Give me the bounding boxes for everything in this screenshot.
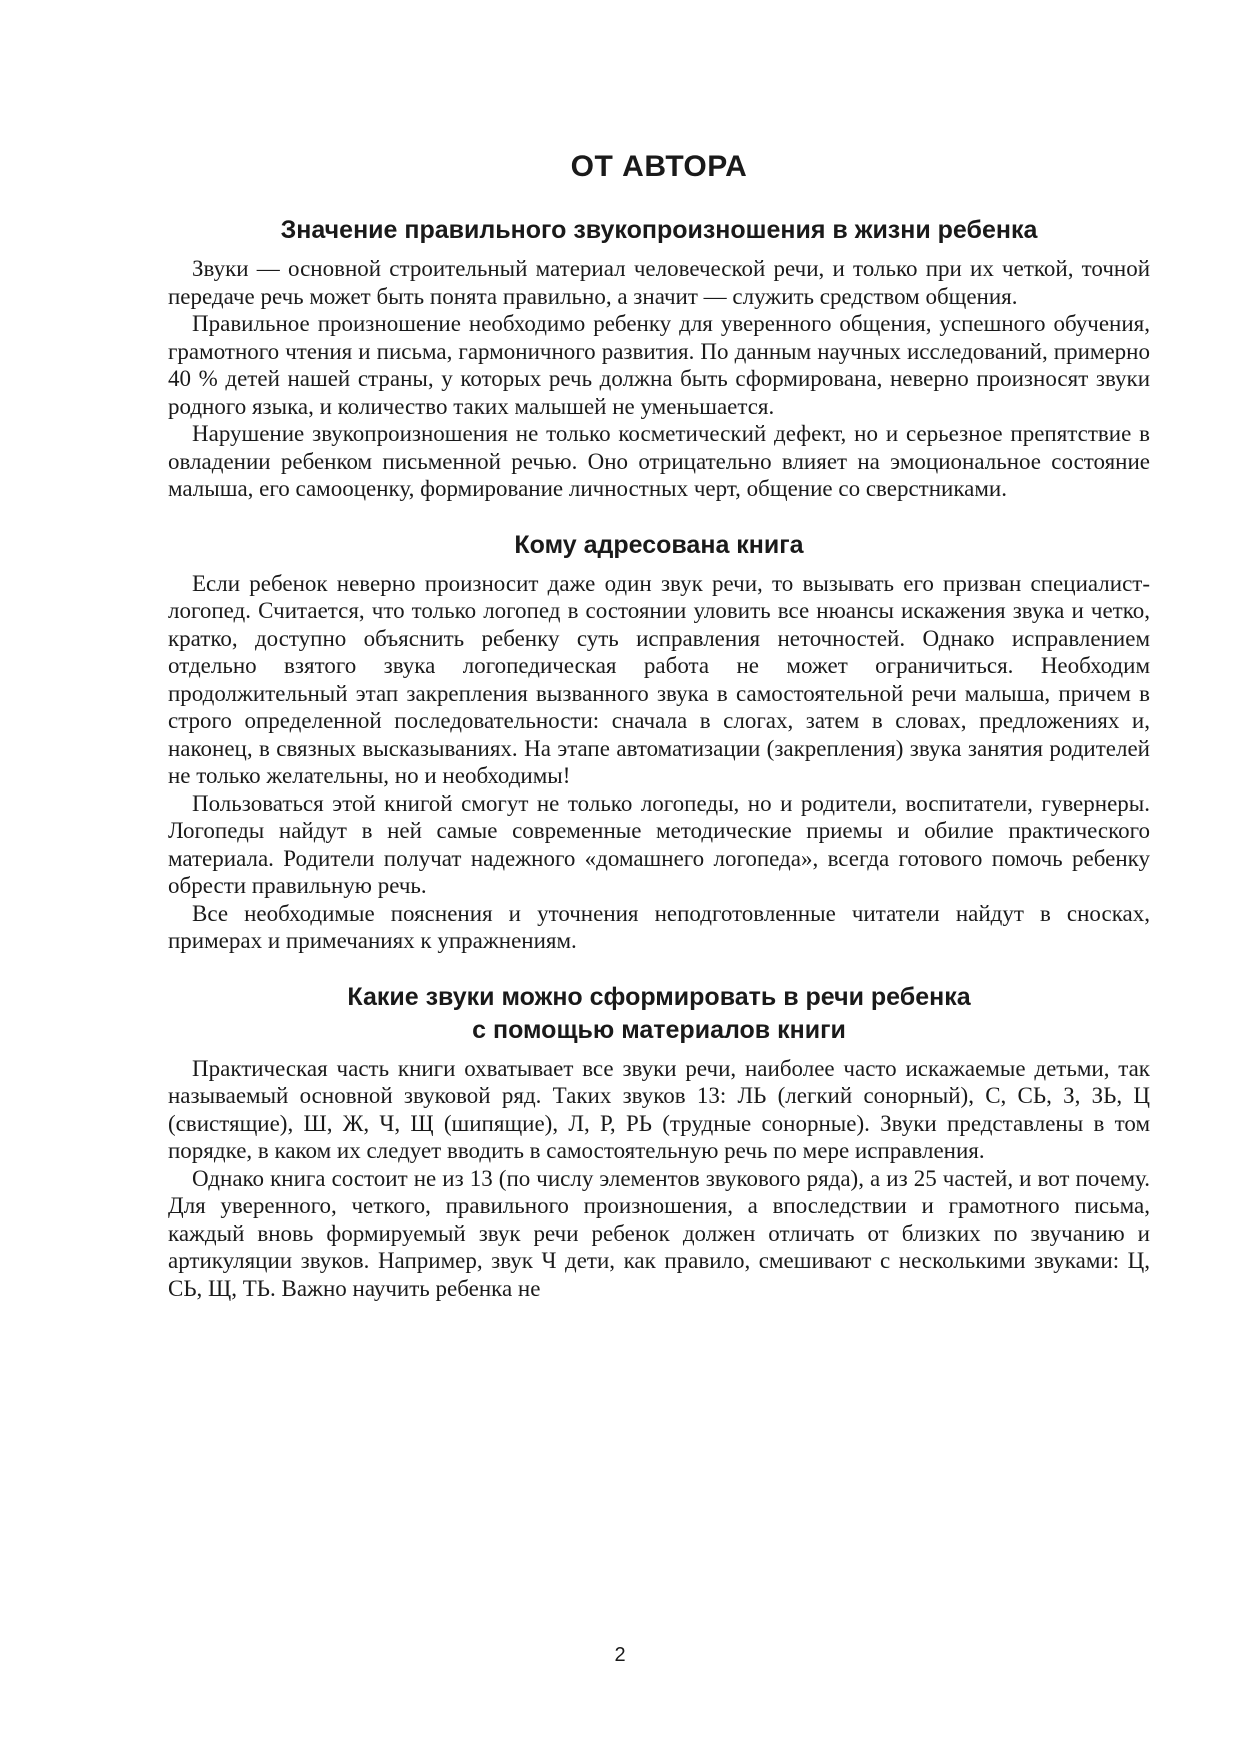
section-heading xyxy=(168,529,1150,562)
section-heading-line: Какие звуки можно сформировать в речи ребенка xyxy=(347,982,971,1011)
section-audience xyxy=(168,529,1150,955)
paragraph: Все необходимые пояснения и уточнения неподготовленные читатели найдут в сносках, примерах и примечаниях к упражнениям. xyxy=(168,900,1150,953)
paragraph: Правильное произношение необходимо ребенку для уверенного общения, успешного обучения, грамотного чтения и письма, гармоничного развития. По данным научных исследований, примерно 40 % детей нашей страны, у которых речь должна быть сформирована, неверно произносят звуки родного языка, и количество таких малышей не уменьшается. xyxy=(168,311,1150,419)
section-heading-line: Кому адресована книга xyxy=(514,530,804,559)
section-significance xyxy=(168,214,1150,503)
section-heading xyxy=(168,214,1150,247)
section-sounds xyxy=(168,981,1150,1303)
paragraph: Звуки — основной строительный материал человеческой речи, и только при их четкой, точной передаче речь может быть понята правильно, а значит — служить средством общения. xyxy=(168,256,1150,309)
paragraph: Нарушение звукопроизношения не только косметический дефект, но и серьезное препятствие в овладении ребенком письменной речью. Оно отрицательно влияет на эмоциональное состояние малыша, его самооценку, формирование личностных черт, общение со сверстниками. xyxy=(168,421,1150,501)
paragraph: Пользоваться этой книгой смогут не только логопеды, но и родители, воспитатели, гувернеры. Логопеды найдут в ней самые современные методические приемы и обилие практического материала. Родители получат надежного «домашнего логопеда», всегда готового помочь ребенку обрести правильную речь. xyxy=(168,790,1150,898)
page-number: 2 xyxy=(614,1644,626,1666)
paragraph: Практическая часть книги охватывает все звуки речи, наиболее часто искажаемые детьми, так называемый основной звуковой ряд. Таких звуков 13: ЛЬ (легкий сонорный), С, СЬ, З, ЗЬ, Ц (свистящие), Ш, Ж, Ч, Щ (шипящие), Л, Р, РЬ (трудные сонорные). Звуки представлены в том порядке, в каком их следует вводить в самостоятельную речь по мере исправления. xyxy=(168,1055,1150,1163)
document-page xyxy=(168,150,1150,1328)
page-title: ОТ АВТОРА xyxy=(570,150,748,183)
paragraph: Однако книга состоит не из 13 (по числу элементов звукового ряда), а из 25 частей, и вот почему. Для уверенного, четкого, правильного произношения, а впоследствии и грамотного письма, каждый вновь формируемый звук речи ребенок должен отличать от близких по звучанию и артикуляции звуков. Например, звук Ч дети, как правило, смешивают с несколькими звуками: Ц, СЬ, Щ, ТЬ. Важно научить ребенка не xyxy=(168,1165,1150,1301)
section-heading-line: с помощью материалов книги xyxy=(472,1015,846,1044)
section-heading-line: Значение правильного звукопроизношения в жизни ребенка xyxy=(280,216,1038,244)
section-heading xyxy=(168,981,1150,1047)
paragraph: Если ребенок неверно произносит даже один звук речи, то вызывать его призван специалист-логопед. Считается, что только логопед в состоянии уловить все нюансы искажения звука и четко, кратко, доступно объяснить ребенку суть исправления неточностей. Однако исправлением отдельно взятого звука логопедическая работа не может ограничиться. Необходим продолжительный этап закрепления вызванного звука в самостоятельной речи малыша, причем в строго определенной последовательности: сначала в слогах, затем в словах, предложениях и, наконец, в связных высказываниях. На этапе автоматизации (закрепления) звука занятия родителей не только желательны, но и необходимы! xyxy=(168,570,1150,788)
